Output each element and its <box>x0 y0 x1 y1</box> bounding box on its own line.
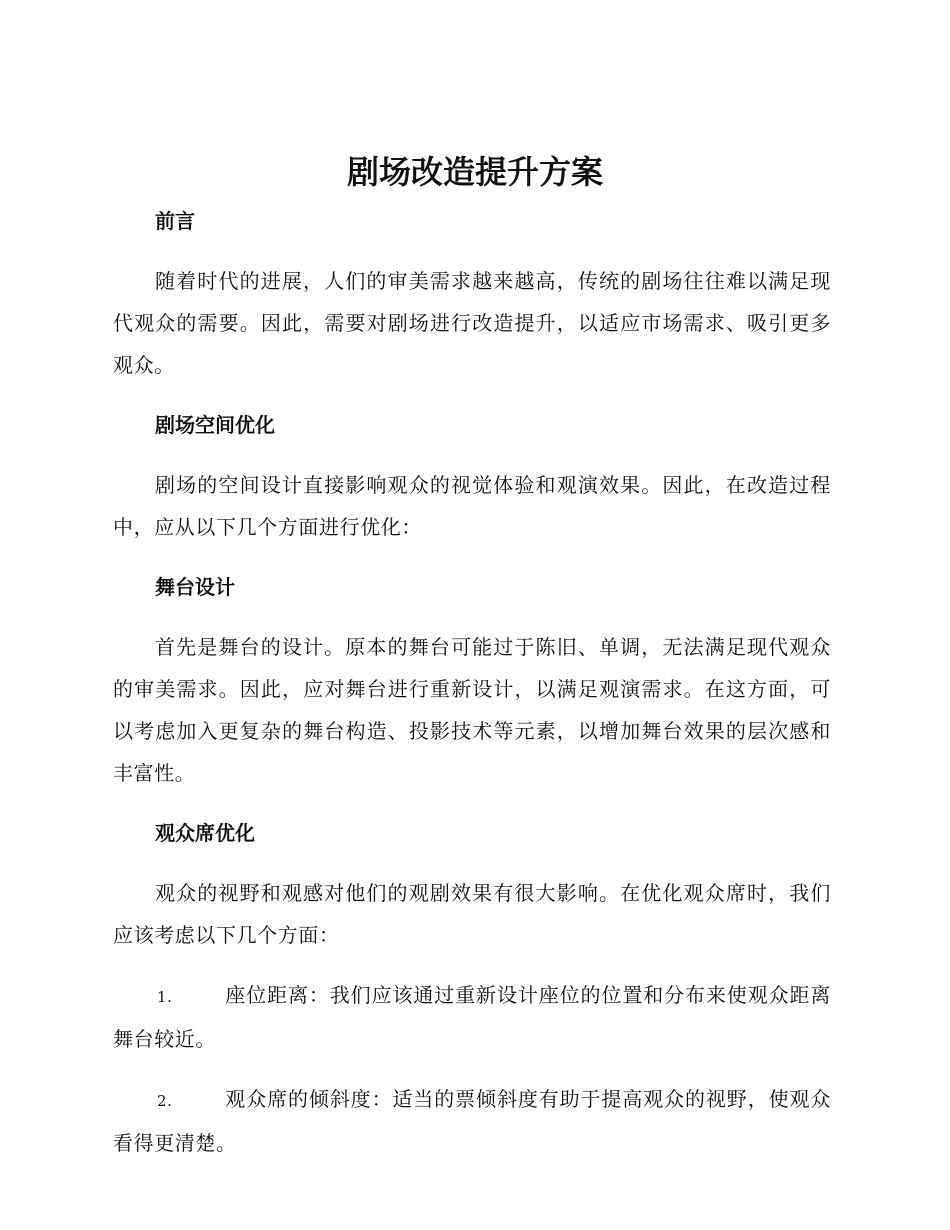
paragraph-preface: 随着时代的进展，人们的审美需求越来越高，传统的剧场往往难以满足现代观众的需要。因此，需要对剧场进行改造提升，以适应市场需求、吸引更多观众。 <box>113 269 831 377</box>
paragraph-seating: 观众的视野和观感对他们的观剧效果有很大影响。在优化观众席时，我们应该考虑以下几个方面： <box>113 881 831 947</box>
list-number: 1. <box>157 988 173 1006</box>
document-title: 剧场改造提升方案 <box>346 153 603 191</box>
section-heading-stage: 舞台设计 <box>155 575 235 599</box>
section-heading-seating: 观众席优化 <box>155 821 255 845</box>
list-number: 2. <box>157 1092 173 1110</box>
section-heading-preface: 前言 <box>155 209 195 233</box>
paragraph-space: 剧场的空间设计直接影响观众的视觉体验和观演效果。因此，在改造过程中，应从以下几个方面进行优化： <box>113 473 831 539</box>
paragraph-stage: 首先是舞台的设计。原本的舞台可能过于陈旧、单调，无法满足现代观众的审美需求。因此，应对舞台进行重新设计，以满足观演需求。在这方面，可以考虑加入更复杂的舞台构造、投影技术等元素，以增加舞台效果的层次感和丰富性。 <box>113 635 831 785</box>
list-item <box>113 974 831 1060</box>
section-heading-space: 剧场空间优化 <box>155 413 275 437</box>
document-body <box>113 200 831 1164</box>
list-text: 座位距离：我们应该通过重新设计座位的位置和分布来使观众距离舞台较近。 <box>113 983 831 1051</box>
list-item <box>113 1078 831 1164</box>
list-text: 观众席的倾斜度：适当的票倾斜度有助于提高观众的视野，使观众看得更清楚。 <box>113 1087 831 1155</box>
